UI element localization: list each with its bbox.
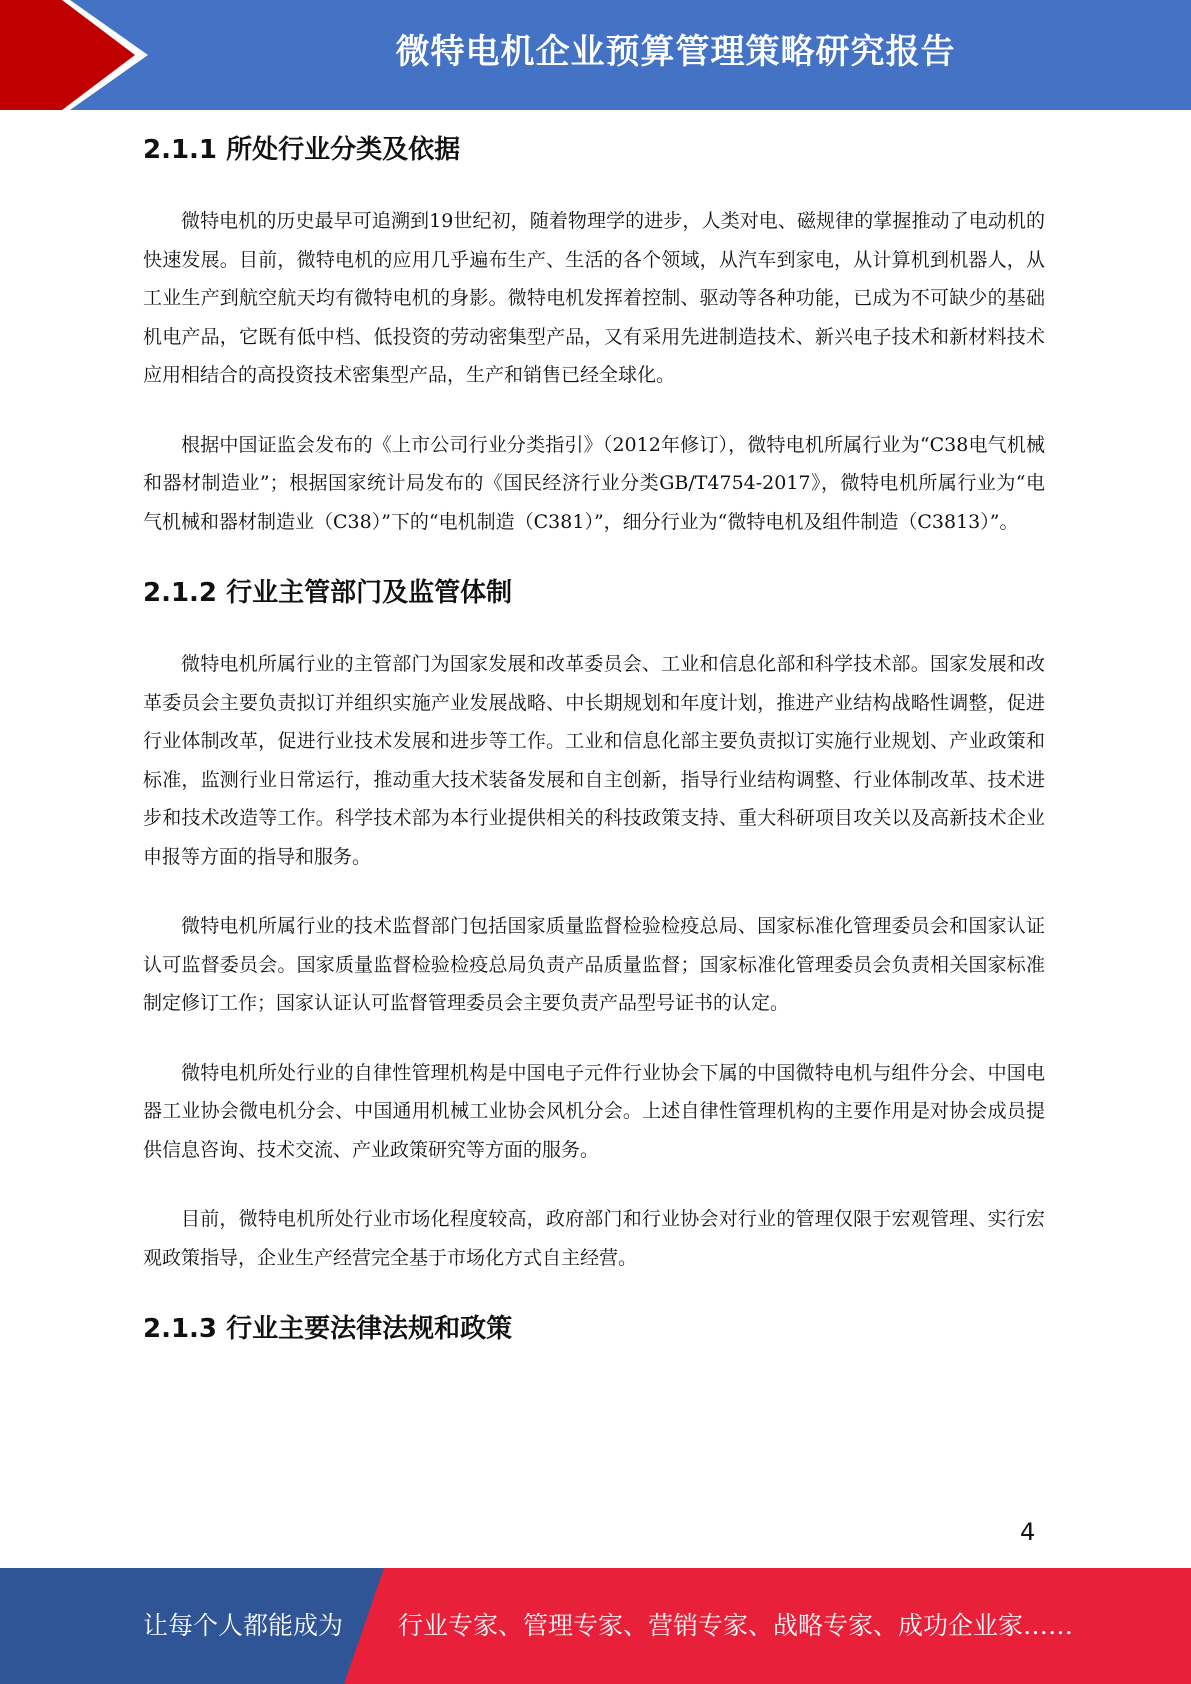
page-number: 4	[1020, 1518, 1036, 1546]
footer-slogan-right: 行业专家、管理专家、营销专家、战略专家、成功企业家……	[398, 1611, 1074, 1640]
paragraph: 微特电机的历史最早可追溯到19世纪初，随着物理学的进步，人类对电、磁规律的掌握推动了电动机的快速发展。目前，微特电机的应用几乎遍布生产、生活的各个领域，从汽车到家电，从计算机到机器人，从工业生产到航空航天均有微特电机的身影。微特电机发挥着控制、驱动等各种功能，已成为不可缺少的基础机电产品，它既有低中档、低投资的劳动密集型产品，又有采用先进制造技术、新兴电子技术和新材料技术应用相结合的高投资技术密集型产品，生产和销售已经全球化。	[143, 210, 1045, 386]
main-content	[143, 128, 1045, 1351]
paragraph: 微特电机所属行业的主管部门为国家发展和改革委员会、工业和信息化部和科学技术部。国家发展和改革委员会主要负责拟订并组织实施产业发展战略、中长期规划和年度计划，推进产业结构战略性调整，促进行业体制改革，促进行业技术发展和进步等工作。工业和信息化部主要负责拟订实施行业规划、产业政策和标准，监测行业日常运行，推动重大技术装备发展和自主创新，指导行业结构调整、行业体制改革、技术进步和技术改造等工作。科学技术部为本行业提供相关的科技政策支持、重大科研项目攻关以及高新技术企业申报等方面的指导和服务。	[143, 653, 1045, 868]
paragraph: 微特电机所属行业的技术监督部门包括国家质量监督检验检疫总局、国家标准化管理委员会和国家认证认可监督委员会。国家质量监督检验检疫总局负责产品质量监督；国家标准化管理委员会负责相关国家标准制定修订工作；国家认证认可监督管理委员会主要负责产品型号证书的认定。	[143, 915, 1045, 1014]
paragraph: 微特电机所处行业的自律性管理机构是中国电子元件行业协会下属的中国微特电机与组件分会、中国电器工业协会微电机分会、中国通用机械工业协会风机分会。上述自律性管理机构的主要作用是对协会成员提供信息咨询、技术交流、产业政策研究等方面的服务。	[143, 1061, 1045, 1161]
header-title: 微特电机企业预算管理策略研究报告	[395, 32, 956, 72]
section-heading-2-1-3: 2.1.3 行业主要法律法规和政策	[143, 1314, 513, 1344]
paragraph: 目前，微特电机所处行业市场化程度较高，政府部门和行业协会对行业的管理仅限于宏观管理、实行宏观政策指导，企业生产经营完全基于市场化方式自主经营。	[143, 1208, 1045, 1269]
page-header	[0, 0, 1191, 110]
paragraph: 根据中国证监会发布的《上市公司行业分类指引》（2012年修订），微特电机所属行业为“C38电气机械和器材制造业”；根据国家统计局发布的《国民经济行业分类GB/T4754-2017》，微特电机所属行业为“电气机械和器材制造业（C38）”下的“电机制造（C381）”，细分行业为“微特电机及组件制造（C3813）”。	[143, 433, 1045, 533]
footer-slogan-left: 让每个人都能成为	[143, 1611, 344, 1640]
header-arrow-icon	[0, 0, 160, 110]
section-heading-2-1-1: 2.1.1 所处行业分类及依据	[143, 135, 461, 165]
page-footer	[0, 1568, 1191, 1684]
section-heading-2-1-2: 2.1.2 行业主管部门及监管体制	[143, 578, 513, 608]
